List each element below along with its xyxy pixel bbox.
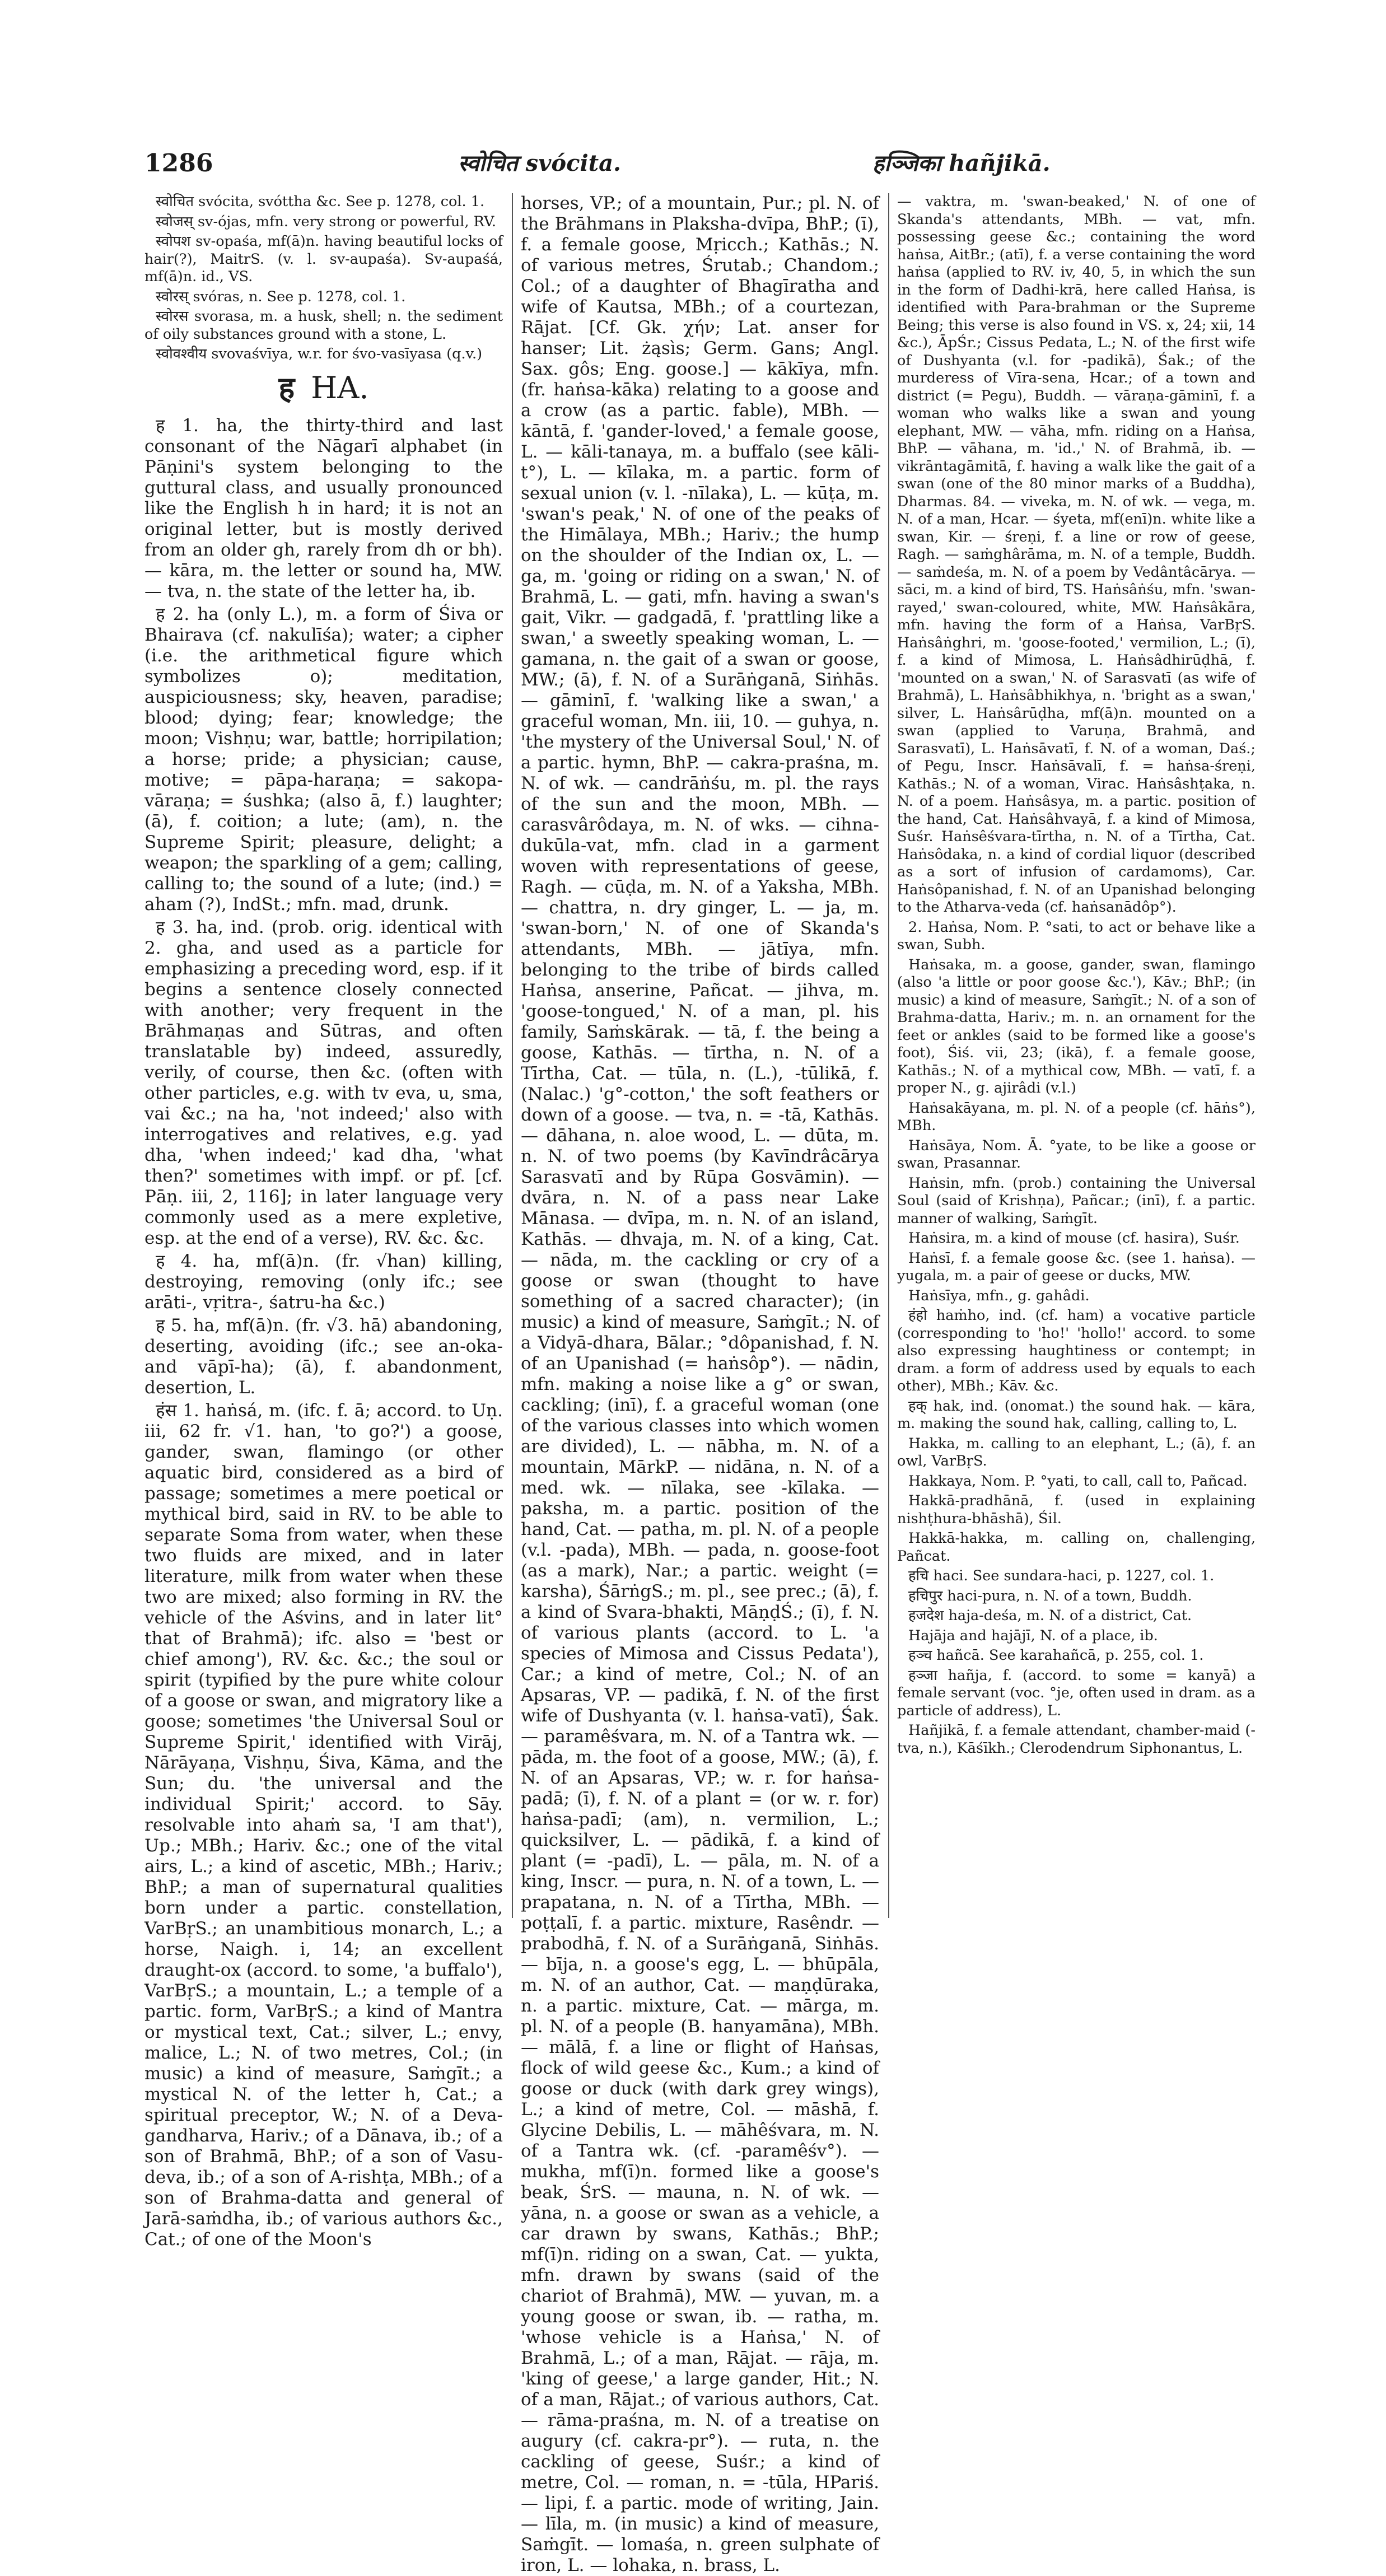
dictionary-entry: Haṅsīya, mfn., g. gahâdi. — [908, 1287, 1090, 1304]
dictionary-entry: Hakkā-pradhānā, f. (used in explaining nishṭhura-bhāshā), Śil. — [897, 1492, 1256, 1527]
dictionary-entry: स्वोचित svócita, svóttha &c. See p. 1278, col. 1. — [156, 193, 485, 210]
dictionary-entry: हञ्जा hañja, f. (accord. to some = kanyā) a female servant (voc. °je, often used in dram. as a particle of address), L. — [897, 1667, 1256, 1719]
dictionary-entry: Haṅsī, f. a female goose &c. (see 1. haṅsa). — yugala, m. a pair of geese or ducks, MW. — [897, 1249, 1256, 1284]
dictionary-entry: Hakkaya, Nom. P. °yati, to call, call to, Pañcad. — [908, 1472, 1248, 1490]
dictionary-entry: Haṅsin, mfn. (prob.) containing the Universal Soul (said of Krishṇa), Pañcar.; (inī), f. a partic. manner of walking, Saṁgīt. — [897, 1174, 1256, 1227]
column-3 — [897, 193, 1256, 1921]
column-divider — [888, 193, 889, 1918]
column-1 — [144, 193, 503, 2250]
dictionary-entry: हंस 1. haṅsá, m. (ifc. f. ā; accord. to Uṇ. iii, 62 fr. √1. han, 'to go?') a goose, gander, swan, flamingo (or other aquatic bird, considered as a bird of passage; sometimes a mere poetical or mythical bird, said in RV. to be able to separate Soma from water, when these two fluids are mixed, and in later literature, milk from water when these two are mixed; also forming in RV. the vehicle of the Aśvins, and in later lit° that of Brahmā); ifc. also = 'best or chief among'), RV. &c. &c.; the soul or spirit (typified by the pure white colour of a goose or swan, and migratory like a goose; sometimes 'the Universal Soul or Supreme Spirit,' identified with Virāj, Nārāyaṇa, Vishṇu, Śiva, Kāma, and the Sun; du. 'the universal and the individual Spirit;' accord. to Sāy. resolvable into ahaṁ sa, 'I am that'), Up.; MBh.; Hariv. &c.; one of the vital airs, L.; a kind of ascetic, MBh.; Hariv.; BhP.; a man of supernatural qualities born under a partic. constellation, VarBṛS.; an unambitious monarch, L.; a horse, Naigh. i, 14; an excellent draught-ox (accord. to some, 'a buffalo'), VarBṛS.; a mountain, L.; a temple of a partic. form, VarBṛS.; a kind of Mantra or mystical text, Cat.; silver, L.; envy, malice, L.; N. of two metres, Col.; (in music) a kind of measure, Saṁgīt.; a mystical N. of the letter h, Cat.; a spiritual preceptor, W.; N. of a Deva-gandharva, Hariv.; of a Dānava, ib.; of a son of Brahmā, BhP.; of a son of Vasu-deva, ib.; of a son of A-rishṭa, MBh.; of a son of Brahma-datta and general of Jarā-saṁdha, ib.; of various authors &c., Cat.; of one of the Moon's — [144, 1400, 503, 2250]
dictionary-entry: हचि haci. See sundara-haci, p. 1227, col. 1. — [908, 1567, 1215, 1584]
dictionary-entry: हंहो haṁho, ind. (cf. ham) a vocative particle (corresponding to 'ho!' 'hollo!' accord. to some also expressing haughtiness or contempt; in dram. a form of address used by equals to each other), MBh.; Kāv. &c. — [897, 1307, 1256, 1394]
dictionary-entry: ह 5. ha, mf(ā)n. (fr. √3. hā) abandoning, deserting, avoiding (ifc.; see an-oka- and vāpī-ha); (ā), f. abandonment, desertion, L. — [144, 1315, 503, 1398]
section-heading-glyph: ह — [278, 369, 295, 405]
dictionary-entry: स्वोपश sv-opaśa, mf(ā)n. having beautiful locks of hair(?), MaitrS. (v. l. sv-aupaśa). Sv-aupaśá, mf(ā)n. id., VS. — [144, 233, 503, 285]
section-heading — [144, 368, 503, 408]
dictionary-entry: स्वोरस svorasa, m. a husk, shell; n. the sediment of oily substances ground with a stone, L. — [144, 308, 503, 343]
dictionary-entry: हजदेश haja-deśa, m. N. of a district, Cat. — [908, 1607, 1192, 1624]
column-divider — [512, 193, 513, 1918]
dictionary-entry: ह 4. ha, mf(ā)n. (fr. √han) killing, destroying, removing (only ifc.; see arāti-, vṛitra-, śatru-ha &c.) — [144, 1250, 503, 1313]
dictionary-entry: Haṅsaka, m. a goose, gander, swan, flamingo (also 'a little or poor goose &c.'), Kāv.; BhP.; (in music) a kind of measure, Saṁgīt.; N. of a son of Brahma-datta, Hariv.; m. n. an ornament for the feet or ankles (said to be formed like a goose's foot), Śiś. vii, 23; (ikā), f. a female goose, Kathās.; N. of a mythical cow, MBh. — vatī, f. a proper N., g. ajirâdi (v.l.) — [897, 956, 1256, 1096]
dictionary-entry: Haṅsakāyana, m. pl. N. of a people (cf. hāṅs°), MBh. — [897, 1099, 1256, 1134]
column-2 — [521, 193, 879, 2575]
dictionary-entry: हक् hak, ind. (onomat.) the sound hak. — kāra, m. making the sound hak, calling, calling to, L. — [897, 1397, 1256, 1432]
dictionary-entry: ह 3. ha, ind. (prob. orig. identical with 2. gha, and used as a particle for emphasizing a preceding word, esp. if it begins a sentence closely connected with another; very frequent in the Brāhmaṇas and Sūtras, and often translatable by) indeed, assuredly, verily, of course, then &c. (often with other particles, e.g. with tv eva, u, sma, vai &c.; na ha, 'not indeed;' also with interrogatives and relatives, e.g. yad dha, 'when indeed;' kad dha, 'what then?' sometimes with impf. or pf. [cf. Pāṇ. iii, 2, 116]; in later language very commonly used as a mere expletive, esp. at the end of a verse), RV. &c. &c. — [144, 917, 503, 1248]
right-running-headword: हञ्जिका hañjikā. — [872, 150, 1051, 176]
page-number: 1286 — [144, 149, 213, 178]
dictionary-entry: — vaktra, m. 'swan-beaked,' N. of one of Skanda's attendants, MBh. — vat, mfn. possessing geese &c.; containing the word haṅsa, AitBr.; (atī), f. a verse containing the word haṅsa (applied to RV. iv, 40, 5, in which the sun in the form of Dadhi-krā, here called Haṅsa, is identified with Para-brahman or the Supreme Being; this verse is also found in VS. x, 24; xii, 14 &c.), ĀpŚr.; Cissus Pedata, L.; N. of the first wife of Dushyanta (v.l. for -padikā), Śak.; of the murderess of Vīra-sena, Hcar.; of a town and district (= Pegu), Buddh. — vāraṇa-gāminī, f. a woman who walks like a swan and young elephant, MW. — vāha, mfn. riding on a Haṅsa, BhP. — vāhana, m. 'id.,' N. of Brahmā, ib. — vikrāntagāmitā, f. having a walk like the gait of a swan (one of the 80 minor marks of a Buddha), Dharmas. 84. — viveka, m. N. of wk. — vega, m. N. of a man, Hcar. — śyeta, mf(enī)n. white like a swan, Kir. — śreṇi, f. a line or row of geese, Ragh. — saṁghârāma, m. N. of a temple, Buddh. — saṁdeśa, m. N. of a poem by Vedântâcārya. — sāci, m. a kind of bird, TS. Haṅsâṅśu, mfn. 'swan-rayed,' swan-coloured, white, MW. Haṅsâkāra, mfn. having the form of a Haṅsa, VarBṛS. Haṅsâṅghri, m. 'goose-footed,' vermilion, L.; (ī), f. a kind of Mimosa, L. Haṅsâdhirūḍhā, f. 'mounted on a swan,' N. of Sarasvatī (as wife of Brahmā), L. Haṅsâbhikhya, n. 'bright as a swan,' silver, L. Haṅsârūḍha, mf(ā)n. mounted on a swan (applied to Varuṇa, Brahmā, and Sarasvatī), L. Haṅsāvatī, f. N. of a woman, Daś.; of Pegu, Inscr. Haṅsāvalī, f. = haṅsa-śreṇi, Kathās.; N. of a woman, Virac. Haṅsâshṭaka, n. N. of a poem. Haṅsâsya, m. a partic. position of the hand, Cat. Haṅsâhvayā, f. a kind of Mimosa, Suśr. Haṅsêśvara-tīrtha, n. N. of a Tīrtha, Cat. Haṅsôdaka, n. a kind of cordial liquor (described as a sort of infusion of cardamoms), Car. Haṅsôpanishad, f. N. of an Upanishad belonging to the Atharva-veda (cf. haṅsanādôp°). — [897, 193, 1256, 916]
dictionary-entry: स्वोजस् sv-ójas, mfn. very strong or powerful, RV. — [156, 213, 497, 230]
dictionary-entry: Haṅsira, m. a kind of mouse (cf. hasira), Suśr. — [908, 1230, 1240, 1247]
running-head — [144, 147, 1253, 180]
dictionary-entry: हञ्च hañcā. See karahañcā, p. 255, col. 1. — [908, 1647, 1204, 1664]
dictionary-entry: Haṅsāya, Nom. Ā. °yate, to be like a goose or swan, Prasannar. — [897, 1137, 1256, 1172]
dictionary-entry: ह 2. ha (only L.), m. a form of Śiva or Bhairava (cf. nakulīśa); water; a cipher (i.e. the arithmetical figure which symbolizes o); meditation, auspiciousness; sky, heaven, paradise; blood; dying; fear; knowledge; the moon; Vishṇu; war, battle; horripilation; a horse; pride; a physician; cause, motive; = pāpa-haraṇa; = sakopa-vāraṇa; = śushka; (also ā, f.) laughter; (ā), f. coition; a lute; (am), n. the Supreme Spirit; pleasure, delight; a weapon; the sparkling of a gem; calling, calling to; the sound of a lute; (ind.) = aham (?), IndSt.; mfn. mad, drunk. — [144, 604, 503, 914]
dictionary-entry: horses, VP.; of a mountain, Pur.; pl. N. of the Brāhmans in Plaksha-dvīpa, BhP.; (ī), f. a female goose, Mṛicch.; Kathās.; N. of various metres, Śrutab.; Chandom.; Col.; of a daughter of Bhagīratha and wife of Kautsa, MBh.; of a courtezan, Rājat. [Cf. Gk. χήν; Lat. anser for hanser; Lit. żąsìs; Germ. Gans; Angl. Sax. gôs; Eng. goose.] — kākīya, mfn. (fr. haṅsa-kāka) relating to a goose and a crow (as a partic. fable), MBh. — kāntā, f. 'gander-loved,' a female goose, L. — kāli-tanaya, m. a buffalo (see kāli-t°), L. — kīlaka, m. a partic. form of sexual union (v. l. -nīlaka), L. — kūṭa, m. 'swan's peak,' N. of one of the peaks of the Himālaya, MBh.; Hariv.; the hump on the shoulder of the Indian ox, L. — ga, m. 'going or riding on a swan,' N. of Brahmā, L. — gati, mfn. having a swan's gait, Vikr. — gadgadā, f. 'prattling like a swan,' a sweetly speaking woman, L. — gamana, n. the gait of a swan or goose, MW.; (ā), f. N. of a Surāṅganā, Siṅhās. — gāminī, f. 'walking like a swan,' a graceful woman, Mn. iii, 10. — guhya, n. 'the mystery of the Universal Soul,' N. of a partic. hymn, BhP. — cakra-praśna, m. N. of wk. — candrāṅśu, m. pl. the rays of the sun and the moon, MBh. — carasvârôdaya, m. N. of wks. — cihna-dukūla-vat, mfn. clad in a garment woven with representations of geese, Ragh. — cūḍa, m. N. of a Yaksha, MBh. — chattra, n. dry ginger, L. — ja, m. 'swan-born,' N. of one of Skanda's attendants, MBh. — jātīya, mfn. belonging to the tribe of birds called Haṅsa, anserine, Pañcat. — jihva, m. 'goose-tongued,' N. of a man, pl. his family, Saṁskārak. — tā, f. the being a goose, Kathās. — tīrtha, n. N. of a Tīrtha, Cat. — tūla, n. (L.), -tūlikā, f. (Nalac.) 'g°-cotton,' the soft feathers or down of a goose. — tva, n. = -tā, Kathās. — dāhana, n. aloe wood, L. — dūta, m. n. N. of two poems (by Kavīndrâcārya Sarasvatī and by Rūpa Gosvāmin). — dvāra, n. N. of a pass near Lake Mānasa. — dvīpa, m. n. N. of an island, Kathās. — dhvaja, m. N. of a king, Cat. — nāda, m. the cackling or cry of a goose or swan (thought to have something of a sacred character); (in music) a kind of measure, Saṁgīt.; N. of a Vidyā-dhara, Bālar.; °dôpanishad, f. N. of an Upanishad (= haṅsôp°). — nādin, mfn. making a noise like a g° or swan, cackling; (inī), f. a graceful woman (one of the various classes into which women are divided), L. — nābha, m. N. of a mountain, MārkP. — nidāna, n. N. of a med. wk. — nīlaka, see -kīlaka. — paksha, m. a partic. position of the hand, Cat. — patha, m. pl. N. of a people (v.l. -pada), MBh. — pada, n. goose-foot (as a mark), Nar.; a partic. weight (= karsha), ŚārṅgS.; m. pl., see prec.; (ā), f. a kind of Svara-bhakti, MāṇḍŚ.; (ī), f. N. of various plants (accord. to L. 'a species of Mimosa and Cissus Pedata'), Car.; a kind of metre, Col.; N. of an Apsaras, VP. — padikā, f. N. of the first wife of Dushyanta (v. l. haṅsa-vatī), Śak. — paramêśvara, m. N. of a Tantra wk. — pāda, m. the foot of a goose, MW.; (ā), f. N. of an Apsaras, VP.; w. r. for haṅsa-padā; (ī), f. N. of a plant = (or w. r. for) haṅsa-padī; (am), n. vermilion, L.; quicksilver, L. — pādikā, f. a kind of plant (= -padī), L. — pāla, m. N. of a king, Inscr. — pura, n. N. of a town, L. — prapatana, n. N. of a Tīrtha, MBh. — poṭṭalī, f. a partic. mixture, Rasêndr. — prabodhā, f. N. of a Surāṅganā, Siṅhās. — bīja, n. a goose's egg, L. — bhūpāla, m. N. of an author, Cat. — maṇḍūraka, n. a partic. mixture, Cat. — mārga, m. pl. N. of a people (B. hanyamāna), MBh. — mālā, f. a line or flight of Haṅsas, flock of wild geese &c., Kum.; a kind of goose or duck (with dark grey wings), L.; a kind of metre, Col. — māshā, f. Glycine Debilis, L. — māhêśvara, m. N. of a Tantra wk. (cf. -paramêśv°). — mukha, mf(ī)n. formed like a goose's beak, ŚrS. — mauna, n. N. of wk. — yāna, n. a goose or swan as a vehicle, a car drawn by swans, Kathās.; BhP.; mf(ī)n. riding on a swan, Cat. — yukta, mfn. drawn by swans (said of the chariot of Brahmā), MW. — yuvan, m. a young goose or swan, ib. — ratha, m. 'whose vehicle is a Haṅsa,' N. of Brahmā, L.; of a man, Rājat. — rāja, m. 'king of geese,' a large gander, Hit.; N. of a man, Rājat.; of various authors, Cat. — rāma-praśna, m. N. of a treatise on augury (cf. cakra-pr°). — ruta, n. the cackling of geese, Suśr.; a kind of metre, Col. — roman, n. = -tūla, HPariś. — lipi, f. a partic. mode of writing, Jain. — līla, m. (in music) a kind of measure, Saṁgīt. — lomaśa, n. green sulphate of iron, L. — lohaka, n. brass, L. — [521, 193, 879, 2575]
left-running-headword: स्वोचित svócita. — [458, 150, 621, 176]
dictionary-entry: Hajāja and hajājī, N. of a place, ib. — [908, 1627, 1158, 1644]
dictionary-entry: Hañjikā, f. a female attendant, chamber-maid (-tva, n.), Kāśīkh.; Clerodendrum Siphonantus, L. — [897, 1722, 1256, 1757]
dictionary-entry: Hakka, m. calling to an elephant, L.; (ā), f. an owl, VarBṛS. — [897, 1435, 1256, 1469]
section-heading-letter: HA. — [311, 370, 369, 405]
dictionary-entry: हचिपुर haci-pura, n. N. of a town, Buddh. — [908, 1587, 1192, 1604]
dictionary-entry: 2. Haṅsa, Nom. P. °sati, to act or behave like a swan, Subh. — [897, 918, 1256, 953]
dictionary-entry: स्वोरस् svóras, n. See p. 1278, col. 1. — [156, 288, 406, 305]
dictionary-entry: ह 1. ha, the thirty-third and last consonant of the Nāgarī alphabet (in Pāṇini's system belonging to the guttural class, and usually pronounced like the English h in hard; it is not an original letter, but is mostly derived from an older gh, rarely from dh or bh). — kāra, m. the letter or sound ha, MW. — tva, n. the state of the letter ha, ib. — [144, 415, 503, 601]
dictionary-entry: स्वोवश्वीय svovaśvīya, w.r. for śvo-vasīyasa (q.v.) — [156, 346, 483, 362]
dictionary-entry: Hakkā-hakka, m. calling on, challenging, Pañcat. — [897, 1530, 1256, 1565]
